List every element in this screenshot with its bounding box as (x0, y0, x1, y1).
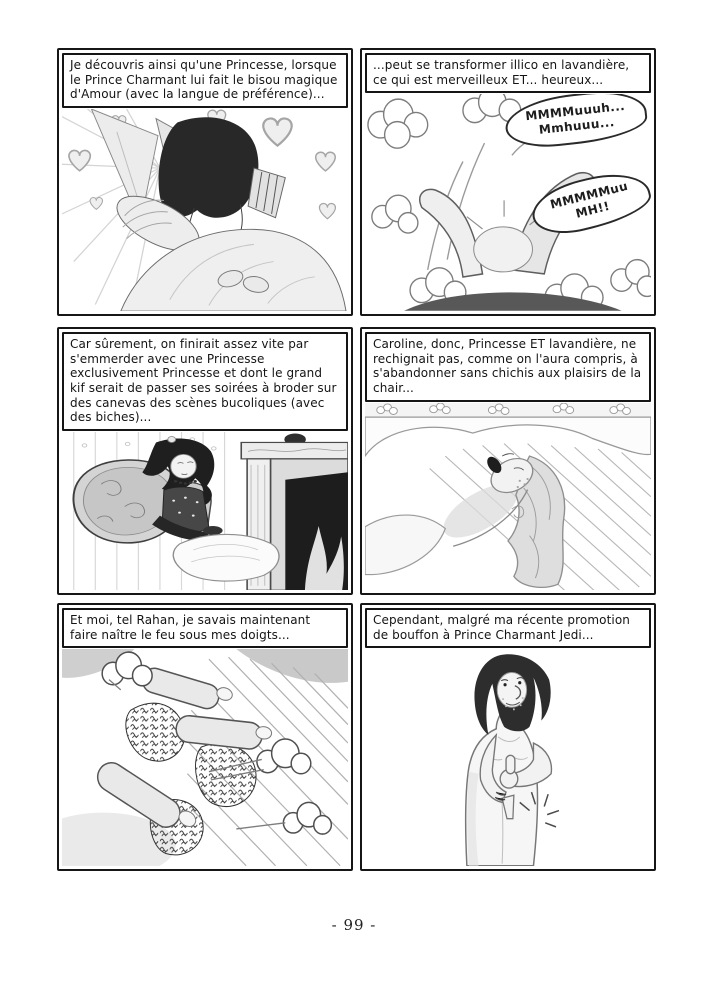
panel-4-caption-text: Caroline, donc, Princesse ET lavandière, ne rechignait pas, comme on l'aura compris, à s'abandonner sans chichis aux plaisirs de la chair... (373, 337, 642, 395)
panel-3-artwork (62, 432, 348, 590)
panel-5-art-area (62, 649, 348, 866)
comic-panel-6 (360, 603, 656, 871)
panel-5-caption (62, 608, 348, 648)
speech-bubble-1: MMMMuuuh... Mmhuuu... (503, 94, 649, 151)
panel-1-art-area (62, 109, 348, 311)
comic-panel-3 (57, 327, 353, 595)
comic-panel-2 (360, 48, 656, 316)
panel-1-caption-text: Je découvris ainsi qu'une Princesse, lorsque le Prince Charmant lui fait le bisou magique d'Amour (avec la langue de préférence)... (70, 58, 338, 102)
panel-5-artwork (62, 649, 348, 866)
panel-2-caption-text: ...peut se transformer illico en lavandière, ce qui est merveilleux ET... heureux... (373, 58, 630, 87)
panel-4-art-area (365, 403, 651, 591)
panel-3-caption-text: Car sûrement, on finirait assez vite par s'emmerder avec une Princesse exclusivement Princesse et dont le grand kif serait de passer ses soirées à broder sur des canevas des scènes bucoliques (avec des biches)... (70, 337, 337, 425)
panel-5-caption-text: Et moi, tel Rahan, je savais maintenant faire naître le feu sous mes doigts... (70, 613, 311, 642)
panel-6-art-area (365, 649, 651, 866)
comic-panel-5 (57, 603, 353, 871)
panel-4-caption (365, 332, 651, 402)
panel-1-caption (62, 53, 348, 108)
page-number: - 99 - (331, 916, 377, 934)
speech-bubble-2: MMMMMuu MH!! (527, 164, 651, 242)
comic-panel-4 (360, 327, 656, 595)
panel-3-art-area (62, 432, 348, 590)
panel-2-art-area (365, 94, 651, 311)
panel-6-artwork (365, 649, 651, 866)
panel-3-caption (62, 332, 348, 431)
panel-6-caption-text: Cependant, malgré ma récente promotion de bouffon à Prince Charmant Jedi... (373, 613, 630, 642)
panel-6-caption (365, 608, 651, 648)
comic-panel-1 (57, 48, 353, 316)
panel-1-artwork (62, 109, 348, 311)
panel-2-caption (365, 53, 651, 93)
panel-4-artwork (365, 403, 651, 591)
